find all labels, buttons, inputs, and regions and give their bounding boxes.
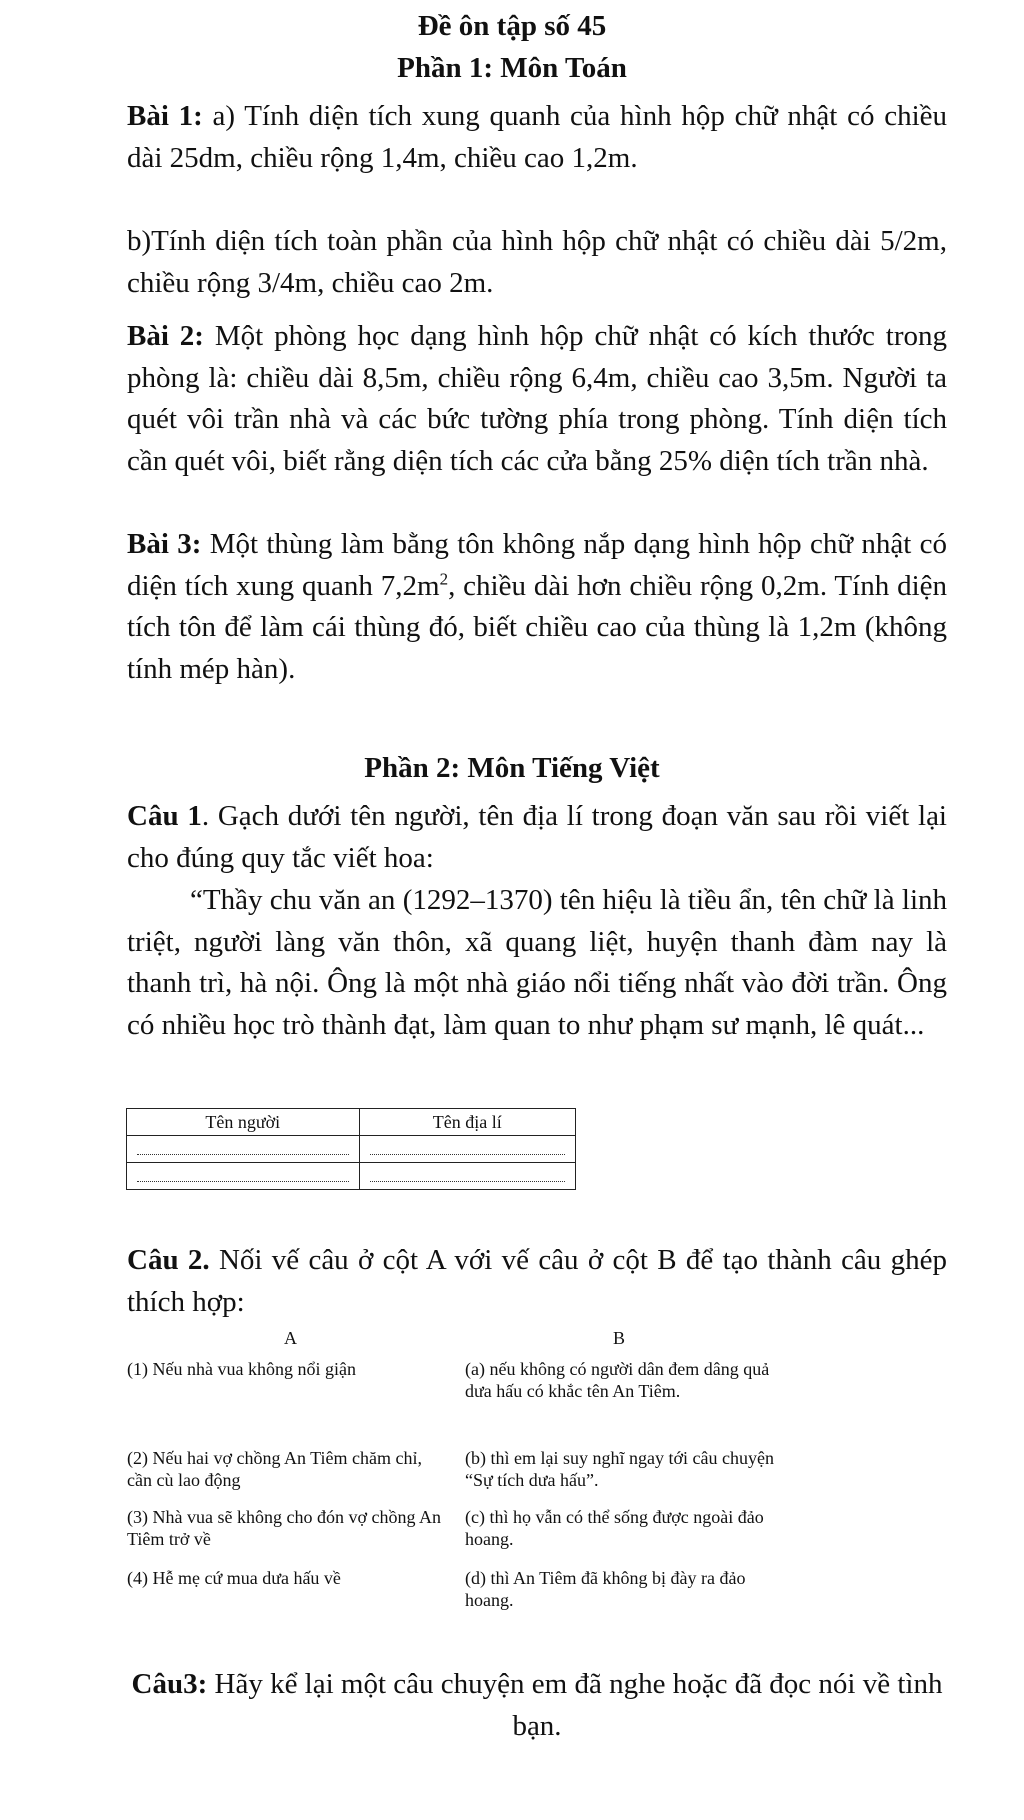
document-title: Đề ôn tập số 45 [417,10,607,42]
cau3-label: Câu3: [131,1668,208,1700]
cau2-label: Câu 2. [127,1244,210,1276]
col-b-item-a: (a) nếu không có người dân đem dâng quả dưa hấu có khắc tên An Tiêm. [465,1359,770,1401]
table-header-place: Tên địa lí [359,1109,575,1136]
cau1-label: Câu 1 [127,800,202,832]
cau2-paragraph [127,1240,947,1323]
table-row [127,1163,576,1190]
bai3-paragraph [127,524,947,690]
table-header-row [127,1109,576,1136]
table-row [127,1136,576,1163]
col-a-item-4: (4) Hễ mẹ cứ mua dưa hấu về [127,1568,341,1588]
bai1-a-text: a) Tính diện tích xung quanh của hình hộp chữ nhật có chiều dài 25dm, chiều rộng 1,4m, chiều cao 1,2m. [127,100,947,174]
cau3-paragraph [127,1664,947,1747]
section-title-math: Phần 1: Môn Toán [397,52,627,84]
cau2-text: Nối vế câu ở cột A với vế câu ở cột B để tạo thành câu ghép thích hợp: [127,1244,947,1318]
cau1-text: . Gạch dưới tên người, tên địa lí trong đoạn văn sau rồi viết lại cho đúng quy tắc viết hoa: [127,800,947,874]
bai2-label: Bài 2: [127,320,204,352]
cau3-text: Hãy kể lại một câu chuyện em đã nghe hoặc đã đọc nói về tình bạn. [207,1668,943,1742]
column-a-header: A [284,1328,297,1348]
table-cell-blank [127,1163,360,1190]
table-header-person: Tên người [127,1109,360,1136]
bai3-text-2: , chiều dài hơn chiều rộng 0,2m. Tính diện tích tôn để làm cái thùng đó, biết chiều cao của thùng là 1,2m (không tính mép hàn). [127,569,947,685]
bai1-b-text: b)Tính diện tích toàn phần của hình hộp chữ nhật có chiều dài 5/2m, chiều rộng 3/4m, chiều cao 2m. [127,225,947,299]
column-b-header: B [613,1328,626,1348]
names-table [126,1108,576,1190]
bai1-label: Bài 1: [127,100,203,132]
bai3-text-1: Một thùng làm bằng tôn không nắp dạng hình hộp chữ nhật có diện tích xung quanh 7,2m [127,528,947,602]
col-b-item-d: (d) thì An Tiêm đã không bị đày ra đảo hoang. [465,1568,746,1610]
bai2-paragraph [127,316,947,482]
bai1b-paragraph [127,221,947,304]
bai2-text: Một phòng học dạng hình hộp chữ nhật có kích thước trong phòng là: chiều dài 8,5m, chiều rộng 6,4m, chiều cao 3,5m. Người ta quét vôi trần nhà và các bức tường phía trong phòng. Tính diện tích cần quét vôi, biết rằng diện tích các cửa bằng 25% diện tích trần nhà. [127,320,947,477]
col-b-item-b: (b) thì em lại suy nghĩ ngay tới câu chuyện “Sự tích dưa hấu”. [465,1448,774,1490]
table-cell-blank [359,1163,575,1190]
bai1-paragraph [127,96,947,179]
col-b-item-c: (c) thì họ vẫn có thể sống được ngoài đảo hoang. [465,1507,764,1549]
bai3-superscript: 2 [439,568,449,588]
col-a-item-2: (2) Nếu hai vợ chồng An Tiêm chăm chỉ, cần cù lao động [127,1448,422,1490]
table-cell-blank [127,1136,360,1163]
bai3-label: Bài 3: [127,528,202,560]
section-title-vietnamese: Phần 2: Môn Tiếng Việt [364,752,660,784]
table-cell-blank [359,1136,575,1163]
col-a-item-3: (3) Nhà vua sẽ không cho đón vợ chồng An Tiêm trở về [127,1507,441,1549]
cau1-paragraph [127,796,947,879]
cau1-passage: “Thầy chu văn an (1292–1370) tên hiệu là tiều ẩn, tên chữ là linh triệt, người làng văn thôn, xã quang liệt, huyện thanh đàm nay là thanh trì, hà nội. Ông là một nhà giáo nổi tiếng nhất vào đời trần. Ông có nhiều học trò thành đạt, làm quan to như phạm sư mạnh, lê quát... [127,884,947,1041]
col-a-item-1: (1) Nếu nhà vua không nổi giận [127,1359,356,1379]
